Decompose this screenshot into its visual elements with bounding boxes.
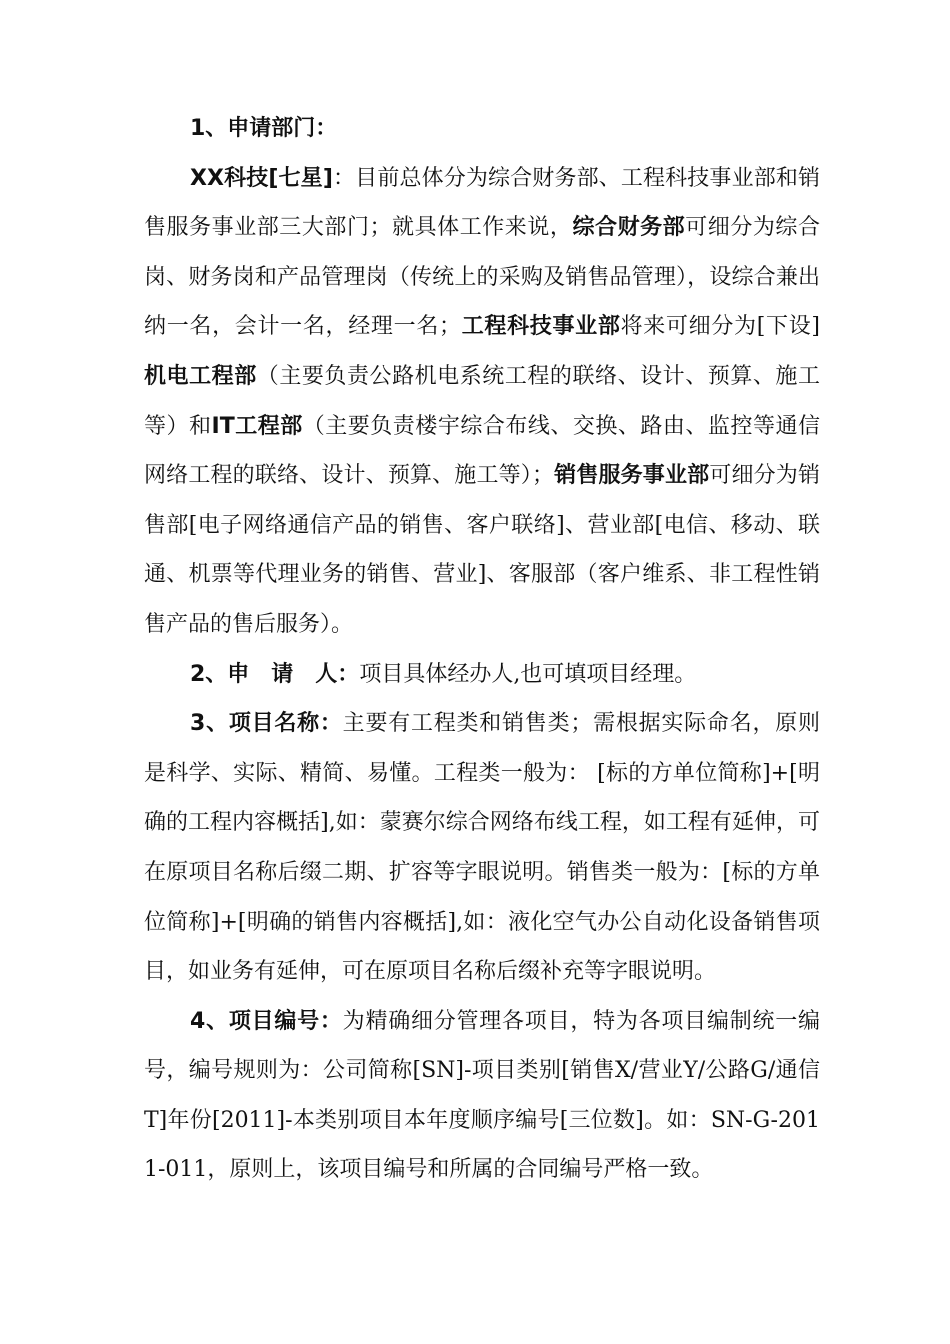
heading-project-name: 3、项目名称： (190, 711, 343, 737)
dept-sales-service: 销售服务事业部 (553, 463, 710, 489)
section-4 (144, 997, 820, 1195)
section-1-heading (144, 104, 820, 154)
text-segment: 将来可细分为[下设] (620, 314, 820, 340)
text-segment: （主要负责公路机电系统工程的联络、设计、预算、施工等）和 (144, 363, 820, 439)
project-name-text: 主要有工程类和销售类；需根据实际命名，原则是科学、实际、精简、易懂。工程类一般为： [标的方单位简称]+[明确的工程内容概括],如：蒙赛尔综合网络布线工程，如工程有延伸，可在原项目名称后缀二期、扩容等字眼说明。销售类一般为：[标的方单位简称]+[明确的销售内容概括],如：液化空气办公自动化设备销售项目，如业务有延伸，可在原项目名称后缀补充等字眼说明。 (144, 711, 820, 985)
section-3 (144, 699, 820, 997)
section-1-body (144, 154, 820, 650)
company-name: XX科技[七星] (190, 165, 333, 191)
dept-finance: 综合财务部 (572, 215, 686, 241)
project-number-text: 为精确细分管理各项目，特为各项目编制统一编号，编号规则为：公司简称[SN]-项目类别[销售X/营业Y/公路G/通信T]年份[2011]-本类别项目本年度顺序编号[三位数]。如：SN-G-2011-011，原则上，该项目编号和所属的合同编号严格一致。 (144, 1008, 820, 1183)
text-segment: ：目前总体分为综合财务部、工程科技事业部和销售服务事业部三大部门；就具体工作来说， (144, 165, 820, 241)
dept-mechatronics: 机电工程部 (144, 363, 257, 389)
text-segment: （主要负责楼宇综合布线、交换、路由、监控等通信网络工程的联络、设计、预算、施工等）； (144, 413, 820, 489)
text-segment: 可细分为综合岗、财务岗和产品管理岗（传统上的采购及销售品管理），设综合兼出纳一名，会计一名，经理一名； (144, 215, 820, 340)
dept-engineering: 工程科技事业部 (461, 314, 621, 340)
applicant-text: 项目具体经办人,也可填项目经理。 (359, 661, 697, 687)
heading-apply-department: 1、申请部门： (190, 116, 338, 141)
document-page (144, 104, 820, 1195)
text-segment: 可细分为销售部[电子网络通信产品的销售、客户联络]、营业部[电信、移动、联通、机票等代理业务的销售、营业]、客服部（客户维系、非工程性销售产品的售后服务）。 (144, 463, 820, 637)
heading-project-number: 4、项目编号： (190, 1008, 343, 1034)
heading-applicant: 2、申 请 人： (190, 661, 360, 687)
dept-it: IT工程部 (211, 413, 303, 439)
section-2 (144, 650, 820, 700)
